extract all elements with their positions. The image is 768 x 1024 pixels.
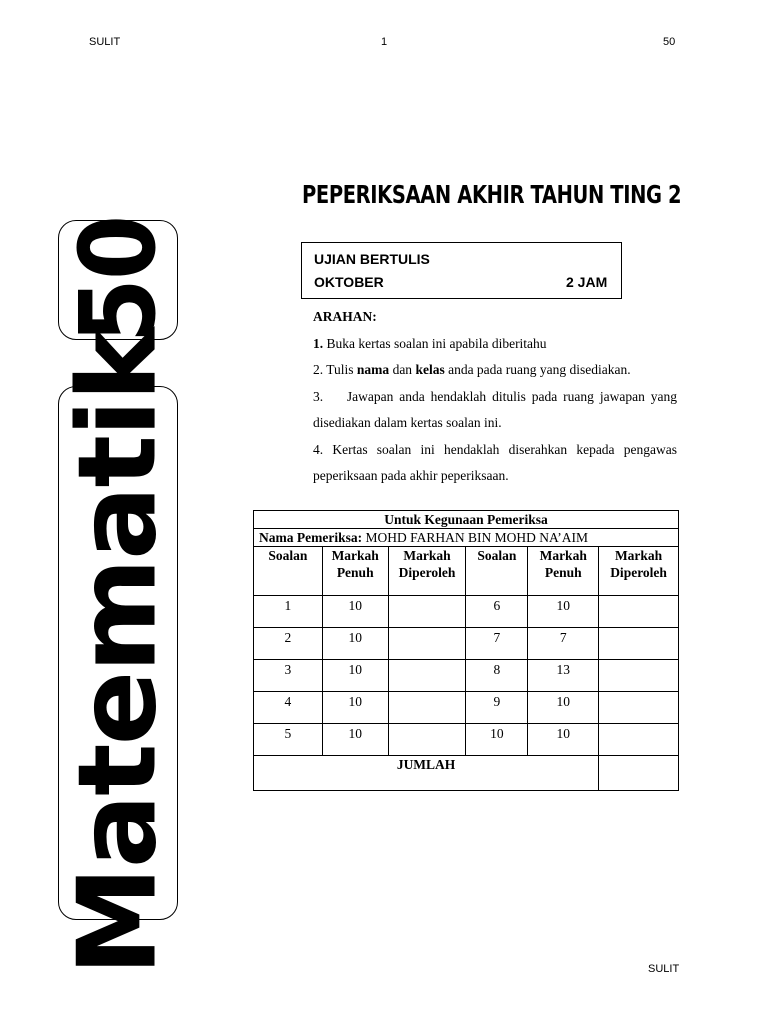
col-soalan-2: Soalan xyxy=(466,547,528,596)
header-left: SULIT xyxy=(89,36,121,48)
markah-diperoleh-cell xyxy=(599,596,679,628)
soalan-cell: 6 xyxy=(466,596,528,628)
instruction-2-pre: 2. Tulis xyxy=(313,362,357,377)
col-markah-diperoleh-2-line2: Diperoleh xyxy=(610,565,667,580)
instruction-2-bold-kelas: kelas xyxy=(415,362,445,377)
soalan-cell: 1 xyxy=(254,596,323,628)
paper-code-box xyxy=(57,216,179,344)
markah-penuh-cell: 10 xyxy=(322,692,388,724)
exam-month: OKTOBER xyxy=(314,274,384,290)
markah-penuh-cell: 10 xyxy=(322,596,388,628)
markah-diperoleh-cell xyxy=(599,628,679,660)
instruction-1-number: 1. xyxy=(313,335,324,351)
soalan-cell: 4 xyxy=(254,692,323,724)
col-markah-diperoleh xyxy=(388,547,466,596)
markah-penuh-cell: 13 xyxy=(528,660,599,692)
col-soalan: Soalan xyxy=(254,547,323,596)
markah-diperoleh-cell xyxy=(599,660,679,692)
table-row xyxy=(254,660,679,692)
exam-info-box xyxy=(301,242,622,299)
markah-diperoleh-cell xyxy=(599,724,679,756)
col-markah-diperoleh-2 xyxy=(599,547,679,596)
col-markah-diperoleh-line1: Markah xyxy=(403,548,451,563)
instruction-2 xyxy=(313,357,677,384)
markah-penuh-cell: 10 xyxy=(528,724,599,756)
subject-name: Matematik xyxy=(55,330,181,976)
markah-diperoleh-cell xyxy=(388,596,466,628)
header-right: 50 xyxy=(663,36,676,48)
instruction-2-mid: dan xyxy=(389,362,416,377)
instruction-3: 3. Jawapan anda hendaklah ditulis pada ruang jawapan yang disediakan dalam kertas soalan ini. xyxy=(313,388,681,430)
table-row xyxy=(254,628,679,660)
markah-penuh-cell: 7 xyxy=(528,628,599,660)
total-label: JUMLAH xyxy=(254,756,599,791)
table-row xyxy=(254,724,679,756)
markah-penuh-cell: 10 xyxy=(528,692,599,724)
markah-penuh-cell: 10 xyxy=(322,660,388,692)
col-markah-penuh-line2: Penuh xyxy=(336,565,374,580)
soalan-cell: 5 xyxy=(254,724,323,756)
exam-duration: 2 JAM xyxy=(566,274,608,290)
col-markah-penuh xyxy=(322,547,388,596)
table-title: Untuk Kegunaan Pemeriksa xyxy=(254,511,679,529)
examiner-row xyxy=(254,529,679,547)
soalan-cell: 3 xyxy=(254,660,323,692)
markah-diperoleh-cell xyxy=(599,692,679,724)
col-markah-diperoleh-line2: Diperoleh xyxy=(398,565,456,580)
soalan-cell: 7 xyxy=(466,628,528,660)
examiner-label: Nama Pemeriksa: xyxy=(259,530,363,545)
instruction-4: 4. Kertas soalan ini hendaklah diserahkan kepada pengawas peperiksaan pada akhir peperiksaan. xyxy=(313,441,677,483)
markah-diperoleh-cell xyxy=(388,724,466,756)
soalan-cell: 8 xyxy=(466,660,528,692)
table-row xyxy=(254,596,679,628)
examiner-name: MOHD FARHAN BIN MOHD NA’AIM xyxy=(365,530,588,545)
total-value-cell xyxy=(599,756,679,791)
col-markah-penuh-line1: Markah xyxy=(331,548,379,563)
col-markah-penuh-2-line2: Penuh xyxy=(544,565,582,580)
soalan-cell: 9 xyxy=(466,692,528,724)
instructions xyxy=(313,304,681,490)
markah-penuh-cell: 10 xyxy=(322,724,388,756)
instruction-2-post: anda pada ruang yang disediakan. xyxy=(444,362,631,377)
page-number: 1 xyxy=(381,36,388,48)
marks-table xyxy=(253,510,679,791)
table-row xyxy=(254,692,679,724)
paper-code: 50 xyxy=(57,216,179,344)
instruction-2-bold-nama: nama xyxy=(356,362,390,377)
instruction-1-text: Buka kertas soalan ini apabila diberitahu xyxy=(323,335,547,351)
markah-diperoleh-cell xyxy=(388,692,466,724)
col-markah-penuh-2-line1: Markah xyxy=(539,548,587,563)
instructions-heading: ARAHAN: xyxy=(313,309,377,324)
soalan-cell: 10 xyxy=(466,724,528,756)
exam-title: PEPERIKSAAN AKHIR TAHUN TING 2 xyxy=(302,180,682,209)
markah-diperoleh-cell xyxy=(388,660,466,692)
instruction-1 xyxy=(313,331,677,358)
markah-diperoleh-cell xyxy=(388,628,466,660)
exam-type: UJIAN BERTULIS xyxy=(314,251,430,267)
subject-box xyxy=(55,330,181,976)
markah-penuh-cell: 10 xyxy=(528,596,599,628)
col-markah-diperoleh-2-line1: Markah xyxy=(614,548,663,563)
markah-penuh-cell: 10 xyxy=(322,628,388,660)
footer-classification: SULIT xyxy=(648,963,680,975)
col-markah-penuh-2 xyxy=(528,547,599,596)
soalan-cell: 2 xyxy=(254,628,323,660)
